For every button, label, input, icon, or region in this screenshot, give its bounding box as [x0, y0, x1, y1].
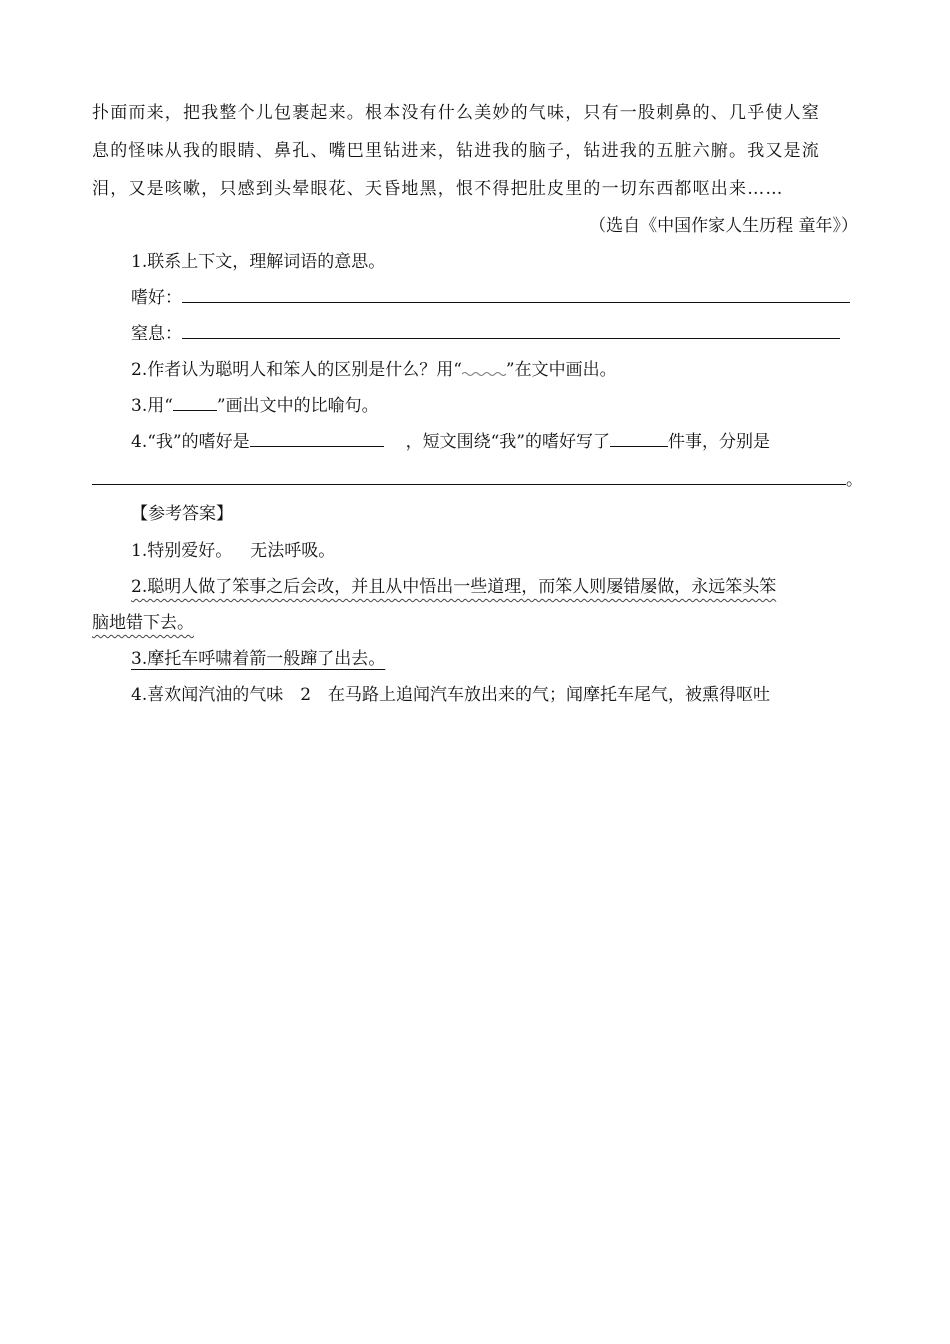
answer-blank-hobby[interactable]: [250, 430, 384, 447]
answer-4: 4.喜欢闻汽油的气味 2 在马路上追闻汽车放出来的气；闻摩托车尾气，被熏得呕吐: [131, 685, 771, 705]
question-4-part-2: ，短文围绕“我”的嗜好写了: [405, 432, 610, 452]
answer-2-line-1: 2.聪明人做了笨事之后会改，并且从中悟出一些道理，而笨人则屡错屡做，永远笨头笨: [131, 577, 777, 597]
answer-2-line-2: 脑地错下去。: [92, 613, 194, 633]
question-4-part-1: 4.“我”的嗜好是: [131, 432, 250, 452]
word-label-zhixi: 窒息：: [131, 324, 182, 344]
passage-line-2: 息的怪味从我的眼睛、鼻孔、嘴巴里钻进来，钻进我的脑子，钻进我的五脏六腑。我又是流: [92, 141, 820, 161]
question-4-line-2: [92, 468, 863, 492]
question-2: [131, 358, 617, 382]
straight-line-sample-icon: [173, 396, 217, 411]
answers-heading: 【参考答案】: [131, 504, 233, 524]
question-4: [131, 430, 770, 454]
answer-3: [131, 647, 385, 671]
answer-blank-zhixi[interactable]: [182, 322, 840, 339]
wavy-line-sample-icon: [462, 365, 506, 377]
answer-3-text: 摩托车呼啸着箭一般蹿了出去。: [147, 649, 386, 669]
question-2-text-before: 2.作者认为聪明人和笨人的区别是什么？用“: [131, 360, 462, 380]
answer-1-part-1: 1.特别爱好。: [131, 541, 233, 561]
answer-blank-count[interactable]: [610, 430, 668, 447]
answer-1-part-2: 无法呼吸。: [250, 541, 336, 561]
answer-blank-shihao[interactable]: [182, 286, 850, 303]
passage-line-3: 泪，又是咳嗽，只感到头晕眼花、天昏地黑，恨不得把肚皮里的一切东西都呕出来……: [92, 179, 784, 199]
question-2-text-after: ”在文中画出。: [505, 360, 617, 380]
passage-source: （选自《中国作家人生历程 童年》）: [589, 216, 858, 236]
word-label-shihao: 嗜好：: [131, 288, 182, 308]
passage-line-1: 扑面而来，把我整个儿包裹起来。根本没有什么美妙的气味，只有一股刺鼻的、几乎使人窒: [92, 103, 820, 123]
answer-blank-events[interactable]: [92, 468, 846, 485]
question-4-end: 。: [846, 470, 863, 490]
question-3: [131, 394, 379, 418]
question-1-word-2-row: [131, 322, 840, 346]
question-1-word-1-row: [131, 286, 850, 310]
question-1: 1.联系上下文，理解词语的意思。: [131, 252, 386, 272]
answer-3-prefix: 3.: [131, 649, 148, 669]
question-3-text-after: ”画出文中的比喻句。: [216, 396, 379, 416]
answer-1: [131, 539, 335, 563]
question-3-text-before: 3.用“: [131, 396, 173, 416]
question-4-part-3: 件事，分别是: [668, 432, 770, 452]
